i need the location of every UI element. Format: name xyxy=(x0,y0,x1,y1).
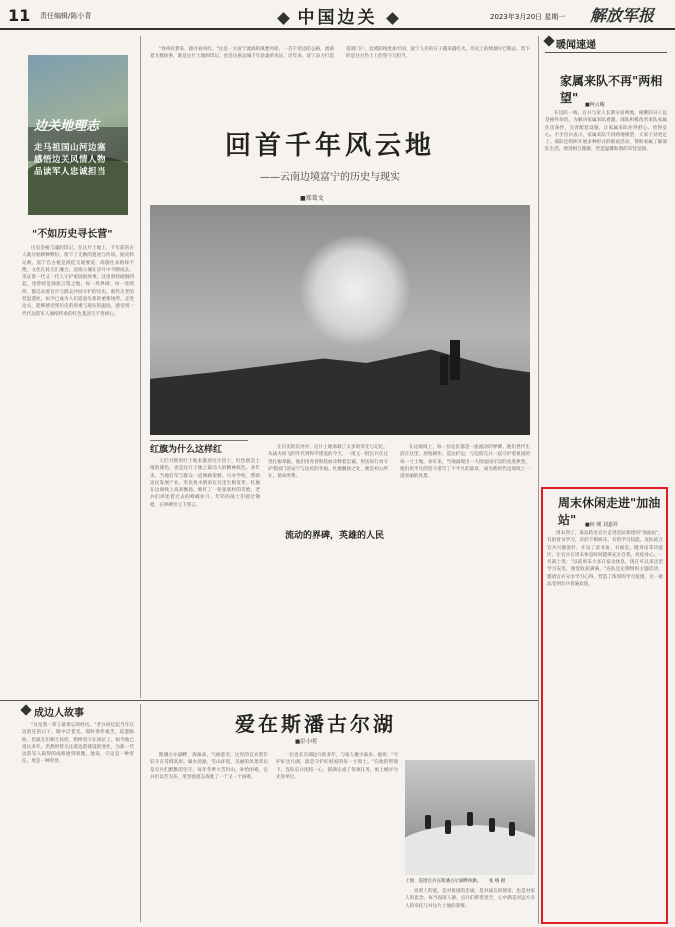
section-divider xyxy=(0,700,538,701)
column-rule xyxy=(538,36,539,924)
editor-credit: 责任编辑/陈小青 xyxy=(40,12,92,20)
mid-column-2-paragraph: 在历史的长河中，这片土地承载了太多的荣光与记忆。从战火纷飞的年代到和平建设的今天，一批又一批官兵在这里扎根奉献。他们用青春和热血诠释着忠诚，用实际行动守护着国门的安宁与边民的幸福。红旗飘扬之处，便是初心所在，使命所系。 xyxy=(268,445,388,480)
right-divider xyxy=(545,52,667,53)
subhead-rule xyxy=(150,440,248,441)
diamond-icon xyxy=(386,12,399,25)
mid-subheading-2: 流动的界碑，英雄的人民 xyxy=(285,531,385,541)
banner-line-1: 走马祖国山河边塞 xyxy=(34,143,107,153)
photo-credit: 张 峻 摄 xyxy=(488,879,506,884)
section-title xyxy=(0,3,675,28)
bottom-headline: 爱在斯潘古尔湖 xyxy=(235,712,396,736)
mid-column-1 xyxy=(150,458,260,694)
section-title-text: 中国边关 xyxy=(297,8,378,28)
bottom-photo xyxy=(405,760,535,875)
star-icon xyxy=(20,704,31,715)
right-headline: 家属来队不再"两相望" xyxy=(560,74,663,105)
left-column-paragraph: 历史是根与魂的印记。在这片土地上，千年前的古人就开始耕种繁衍，留下了无数的遗迹与传说。据史料记载，富宁自古便是滇桂交通要道，商旅往来络绎不绝，文化在此交汇融合。边境小城在岁月中不断成长，见证着一代又一代人守护家园的故事。这里曾经硝烟四起，也曾经是商旅云集之地。每一块界碑、每一处哨所，都记录着官兵与群众共同守护的历史。那些古老的营盘遗址，如今已成为人们追思先辈的重要场所。走进边关，能够感受到历史的厚重与现实的温度，感受到一代代边防军人赓续传承的红色基因与不变初心。 xyxy=(22,246,134,317)
soldier-silhouette xyxy=(440,355,448,385)
main-headline: 回首千年风云地 xyxy=(224,131,435,161)
left-subheading: "不如历史寻长营" xyxy=(32,229,113,240)
mid-column-2 xyxy=(268,444,388,694)
snow-field xyxy=(405,825,535,875)
main-byline: ■郑葛文 xyxy=(300,195,324,202)
box-article-text xyxy=(547,530,663,918)
main-photo xyxy=(150,205,530,435)
box-headline: 周末休闲走进"加油站" xyxy=(558,496,661,527)
soldier-silhouette xyxy=(450,340,460,380)
soldier-figure xyxy=(425,815,431,829)
star-icon xyxy=(543,35,554,46)
bottom-column-2-paragraph: 一位连长在湖边守防多年，与家人聚少离多。他说："守护好这片湖，就是守护好祖国的每一寸领土。"在他的带领下，连队官兵团结一心，圆满完成了各项任务，被上级评为先进单位。 xyxy=(276,753,398,780)
box-byline: ■何 刚 刘嘉祥 xyxy=(585,522,618,528)
mountain-ridge xyxy=(150,345,530,435)
box-article-paragraph: 周末到了，某边防连官兵走进连队新建的"加油站"，有的看书学习，有的下棋娱乐，有的学习技能。连队结合官兵兴趣爱好，开设了读书角、书画室、健身房等功能区，让官兵在周末休息时间能够充实自我、放松身心。一名战士说："以前周末大多在宿舍休息，现在可以来这里学习充电，感觉收获满满。"连队还定期组织主题活动，邀请官兵分享学习心得，营造了浓厚的学习氛围。这一做法受到官兵普遍欢迎。 xyxy=(547,531,663,588)
photo-caption xyxy=(405,878,535,884)
banner-kicker: 边关地理志 xyxy=(34,119,100,134)
right-column-paragraph: 在边防一线，官兵与家人长期分居两地，相聚的日子总是格外珍贵。为解决家属来队难题，部队积极改善来队家属住房条件，完善配套设施，让家属来队住得舒心、待得安心。不少官兵表示，家属来队不再两地相望，大家干劲更足了。部队还组织开展多种形式的联谊活动，帮助家属了解部队生活，增进相互理解，营造温馨和谐的军营氛围。 xyxy=(545,111,667,153)
right-section-title: 暖闻速递 xyxy=(556,40,596,51)
intro-text: "春风有梦来，跟月看河红。"这是一方富宁流淌的滇楚河谣，一首千里边防公路，流淌着无数故事，既是这片土地的印记，也是这座边城千年沧桑的见证。近年来，富宁奋力打造富滇门户，边境防线更加牢固，富宁人民的日子越来越红火。历史上的烽烟早已散去，留下的是这方热土上的坚守与担当。 xyxy=(150,47,530,60)
main-subheadline: ——云南边境富宁的历史与现实 xyxy=(260,172,400,183)
mid-column-1-paragraph: 人们习惯用红土地来描述这片热土，红色既是土地的颜色，也是这片土地上最动人的精神底色。多年来，当地驻军与群众一道修路架桥、兴办学校，帮助边民发展产业，军民鱼水情谊在这里生根发芽。红旗在边境线上高高飘扬，映红了一张张质朴的笑脸。老兵们讲述着过去的峥嵘岁月，年轻的战士们接过钢枪，在界碑旁立下誓言。 xyxy=(150,459,260,508)
publication-date: 2023年3月20日 星期一 xyxy=(490,13,566,21)
soldier-figure xyxy=(445,820,451,834)
right-byline: ■柯云峻 xyxy=(585,102,605,108)
newspaper-logo: 解放军报 xyxy=(590,6,655,25)
soldier-figure xyxy=(489,818,495,832)
mid-subheading: 红旗为什么这样红 xyxy=(150,445,223,455)
soldier-figure xyxy=(467,812,473,826)
story-column-text xyxy=(22,722,134,922)
banner-line-3: 品读军人忠诚担当 xyxy=(34,167,107,177)
masthead xyxy=(0,0,675,30)
right-column-text xyxy=(545,110,667,480)
column-rule xyxy=(140,36,141,698)
left-column-text xyxy=(22,245,134,695)
bottom-column-1 xyxy=(150,752,268,922)
photo-caption-text: 上图：巡逻官兵在斯潘古尔湖畔执勤。 xyxy=(405,879,482,884)
soldier-figure xyxy=(509,822,515,836)
story-paragraph: "这是我一辈子最难忘的经历。"老兵回忆起当年在边防连的日子，眼中泛着光。那时条件艰苦，巡逻路险，但战友们相互扶持，始终坚守在岗位上。如今他已退伍多年，仍然时常关注着边防建设的变化，为新一代边防军人取得的成绩感到骄傲。他说，守边是一种责任，更是一种荣誉。 xyxy=(22,723,134,765)
column-rule xyxy=(140,704,141,922)
bottom-column-2 xyxy=(276,752,398,922)
story-section-title: 成边人故事 xyxy=(34,708,84,719)
column-banner xyxy=(28,55,128,215)
bottom-column-1-paragraph: 斯潘古尔湖畔，海拔高、气候恶劣，这里的官兵常年驻守在雪域高原。湖水清澈，雪山环绕，美丽的风景背后是官兵们默默的坚守。每年冬季大雪封山，补给困难，官兵们以苦为乐，用坚强意志战胜了一个又一个困难。 xyxy=(150,753,268,780)
diamond-icon xyxy=(277,12,290,25)
sun-glow xyxy=(300,235,410,345)
bottom-byline: ■彭小明 xyxy=(295,739,317,745)
mid-column-3 xyxy=(400,444,530,694)
bottom-column-3-paragraph: 高原上的爱，是对祖国的忠诚，是对战友的情谊，也是对家人的思念。每当夜深人静，官兵们仰望星空，心中满是对远方亲人的牵挂与对这片土地的深情。 xyxy=(405,889,535,909)
bottom-column-3 xyxy=(405,888,535,922)
page-number: 11 xyxy=(8,6,31,25)
mid-column-3-paragraph: 在边境线上，每一位边民都是一座流动的界碑。他们世代生活在这里，放牧耕作，巡边护边，与边防官兵一起守护着祖国的每一寸土地。多年来，当地涌现出一大批爱国守边的先进典型，他们用平凡的坚守谱写了不平凡的篇章，成为新时代边境线上一道亮丽的风景。 xyxy=(400,445,530,480)
banner-line-2: 感悟边关风情人物 xyxy=(34,155,107,165)
